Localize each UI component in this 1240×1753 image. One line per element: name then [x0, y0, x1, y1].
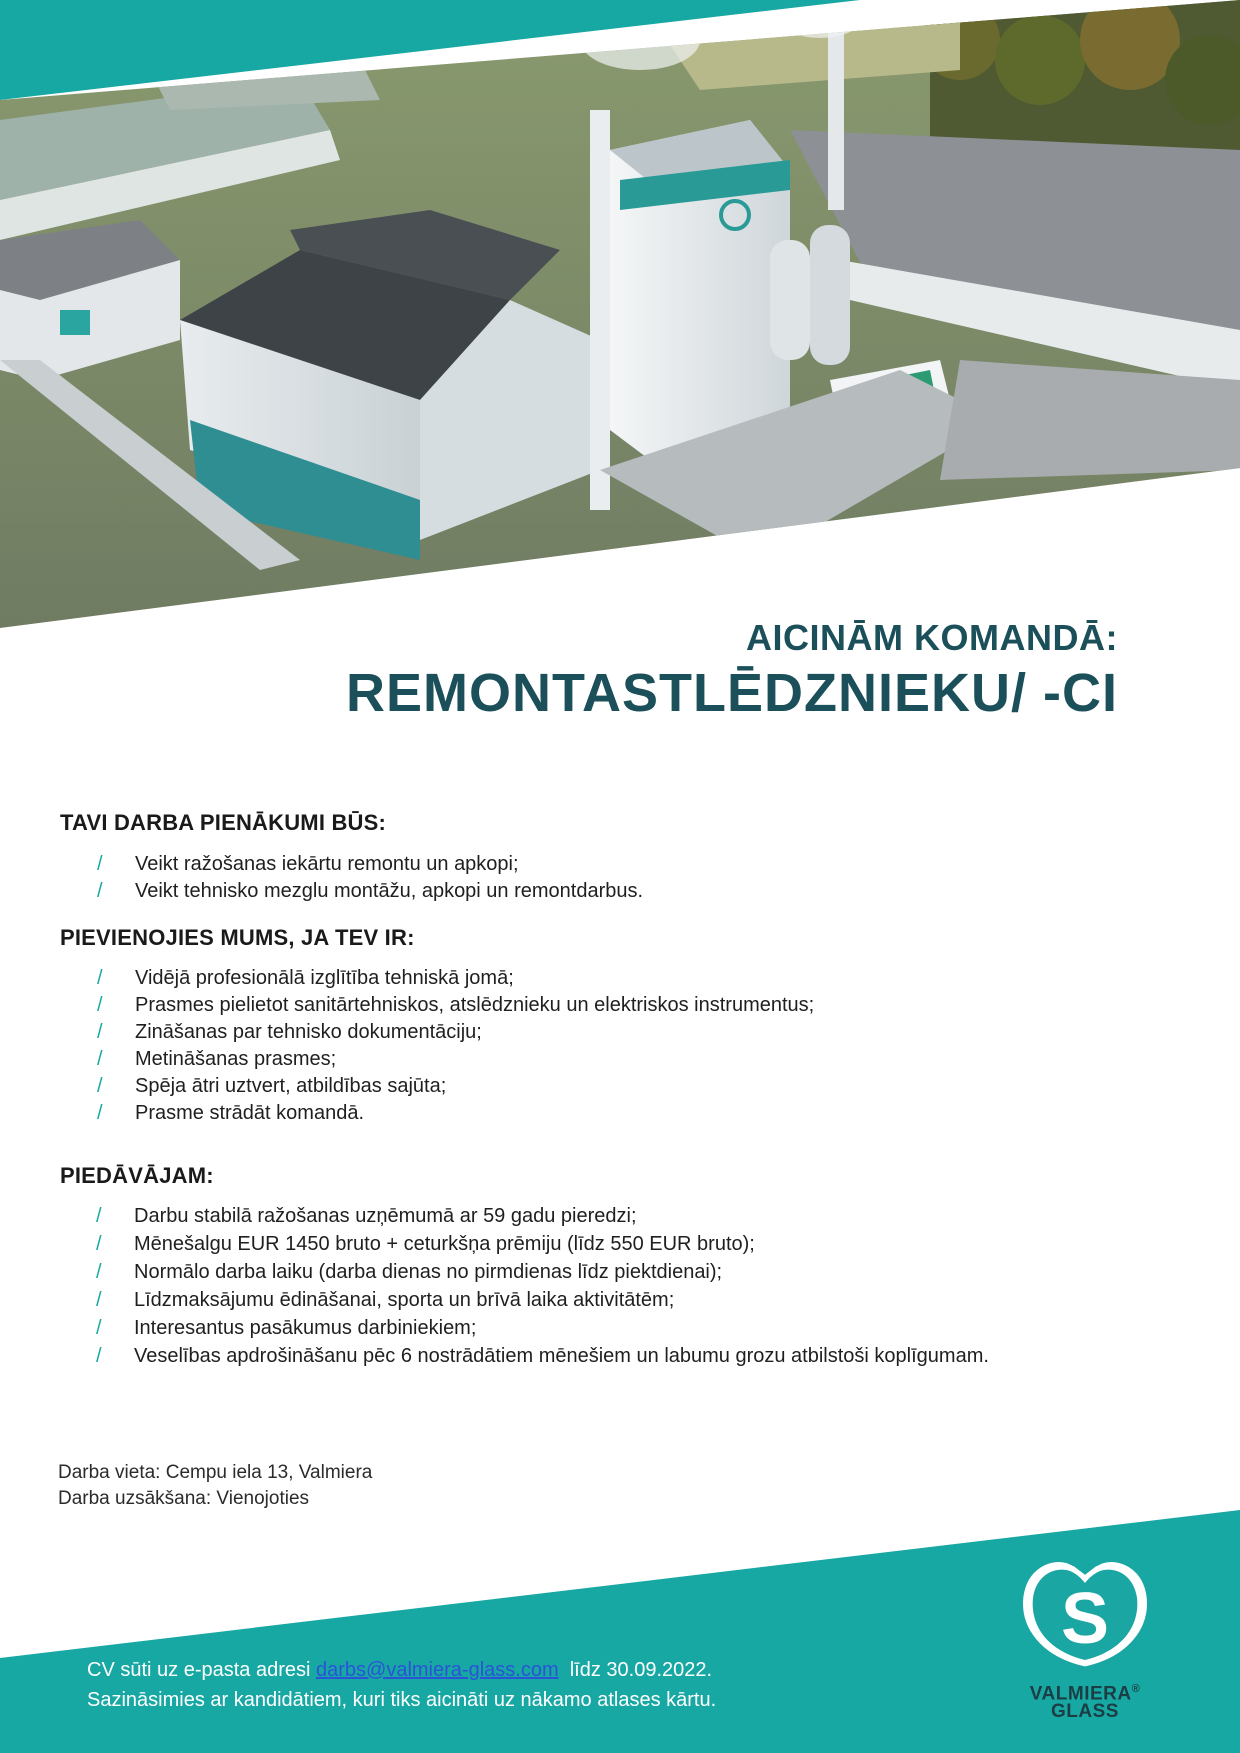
slash-bullet-icon: /: [96, 1345, 102, 1367]
logo-wordmark: VALMIERA® GLASS: [1029, 1683, 1141, 1723]
slash-bullet-icon: /: [96, 1317, 102, 1339]
contact-line-1: CV sūti uz e-pasta adresi darbs@valmiera-glass.com līdz 30.09.2022.: [87, 1659, 713, 1681]
list-item: / Darbu stabilā ražošanas uzņēmumā ar 59 gadu pieredzi;: [96, 1203, 1016, 1230]
list-item: / Interesantus pasākumus darbiniekiem;: [96, 1315, 1016, 1342]
list-item: / Prasme strādāt komandā.: [97, 1100, 814, 1127]
list-item: / Veselības apdrošināšanu pēc 6 nostrādātiem mēnešiem un labumu grozu atbilstoši koplīgumam.: [96, 1343, 1016, 1370]
slash-bullet-icon: /: [96, 1233, 102, 1255]
duties-title: TAVI DARBA PIENĀKUMI BŪS:: [60, 810, 387, 835]
slash-bullet-icon: /: [97, 1102, 103, 1124]
hero-photo: [0, 0, 1240, 640]
contact-info: [87, 1655, 716, 1715]
list-item: / Normālo darba laiku (darba dienas no pirmdienas līdz piektdienai);: [96, 1259, 1016, 1286]
job-title: REMONTASTLĒDZNIEKU/ -CI: [346, 663, 1118, 723]
duties-list: [97, 851, 643, 905]
list-item: / Zināšanas par tehnisko dokumentāciju;: [97, 1019, 814, 1046]
offer-title: PIEDĀVĀJAM:: [60, 1163, 214, 1188]
slash-bullet-icon: /: [97, 1075, 103, 1097]
slash-bullet-icon: /: [96, 1289, 102, 1311]
slash-bullet-icon: /: [97, 880, 103, 902]
slash-bullet-icon: /: [97, 967, 103, 989]
work-location: Darba vieta: Cempu iela 13, Valmiera: [58, 1462, 373, 1483]
start-date: Darba uzsākšana: Vienojoties: [58, 1488, 310, 1509]
factory-aerial-image: [0, 0, 1240, 640]
list-item: / Prasmes pielietot sanitārtehniskos, atslēdznieku un elektriskos instrumentus;: [97, 992, 814, 1019]
slash-bullet-icon: /: [96, 1261, 102, 1283]
slash-bullet-icon: /: [97, 1048, 103, 1070]
requirements-list: [97, 965, 814, 1127]
email-link[interactable]: darbs@valmiera-glass.com: [316, 1659, 559, 1681]
headline-kicker: AICINĀM KOMANDĀ:: [746, 617, 1118, 658]
svg-text:S: S: [1060, 1579, 1110, 1659]
slash-bullet-icon: /: [97, 853, 103, 875]
requirements-title: PIEVIENOJIES MUMS, JA TEV IR:: [60, 925, 415, 950]
list-item: / Mēnešalgu EUR 1450 bruto + ceturkšņa prēmiju (līdz 550 EUR bruto);: [96, 1231, 1016, 1258]
list-item: / Metināšanas prasmes;: [97, 1046, 814, 1073]
offer-list: [96, 1203, 1016, 1370]
list-item: / Vidējā profesionālā izglītība tehniskā jomā;: [97, 965, 814, 992]
list-item: / Veikt tehnisko mezglu montāžu, apkopi un remontdarbus.: [97, 878, 643, 905]
slash-bullet-icon: /: [97, 1021, 103, 1043]
headline: [346, 616, 1118, 724]
list-item: / Spēja ātri uztvert, atbildības sajūta;: [97, 1073, 814, 1100]
slash-bullet-icon: /: [97, 994, 103, 1016]
slash-bullet-icon: /: [96, 1205, 102, 1227]
contact-line-2: Sazināsimies ar kandidātiem, kuri tiks aicināti uz nākamo atlases kārtu.: [87, 1689, 717, 1711]
list-item: / Veikt ražošanas iekārtu remontu un apkopi;: [97, 851, 643, 878]
list-item: / Līdzmaksājumu ēdināšanai, sporta un brīvā laika aktivitātēm;: [96, 1287, 1016, 1314]
